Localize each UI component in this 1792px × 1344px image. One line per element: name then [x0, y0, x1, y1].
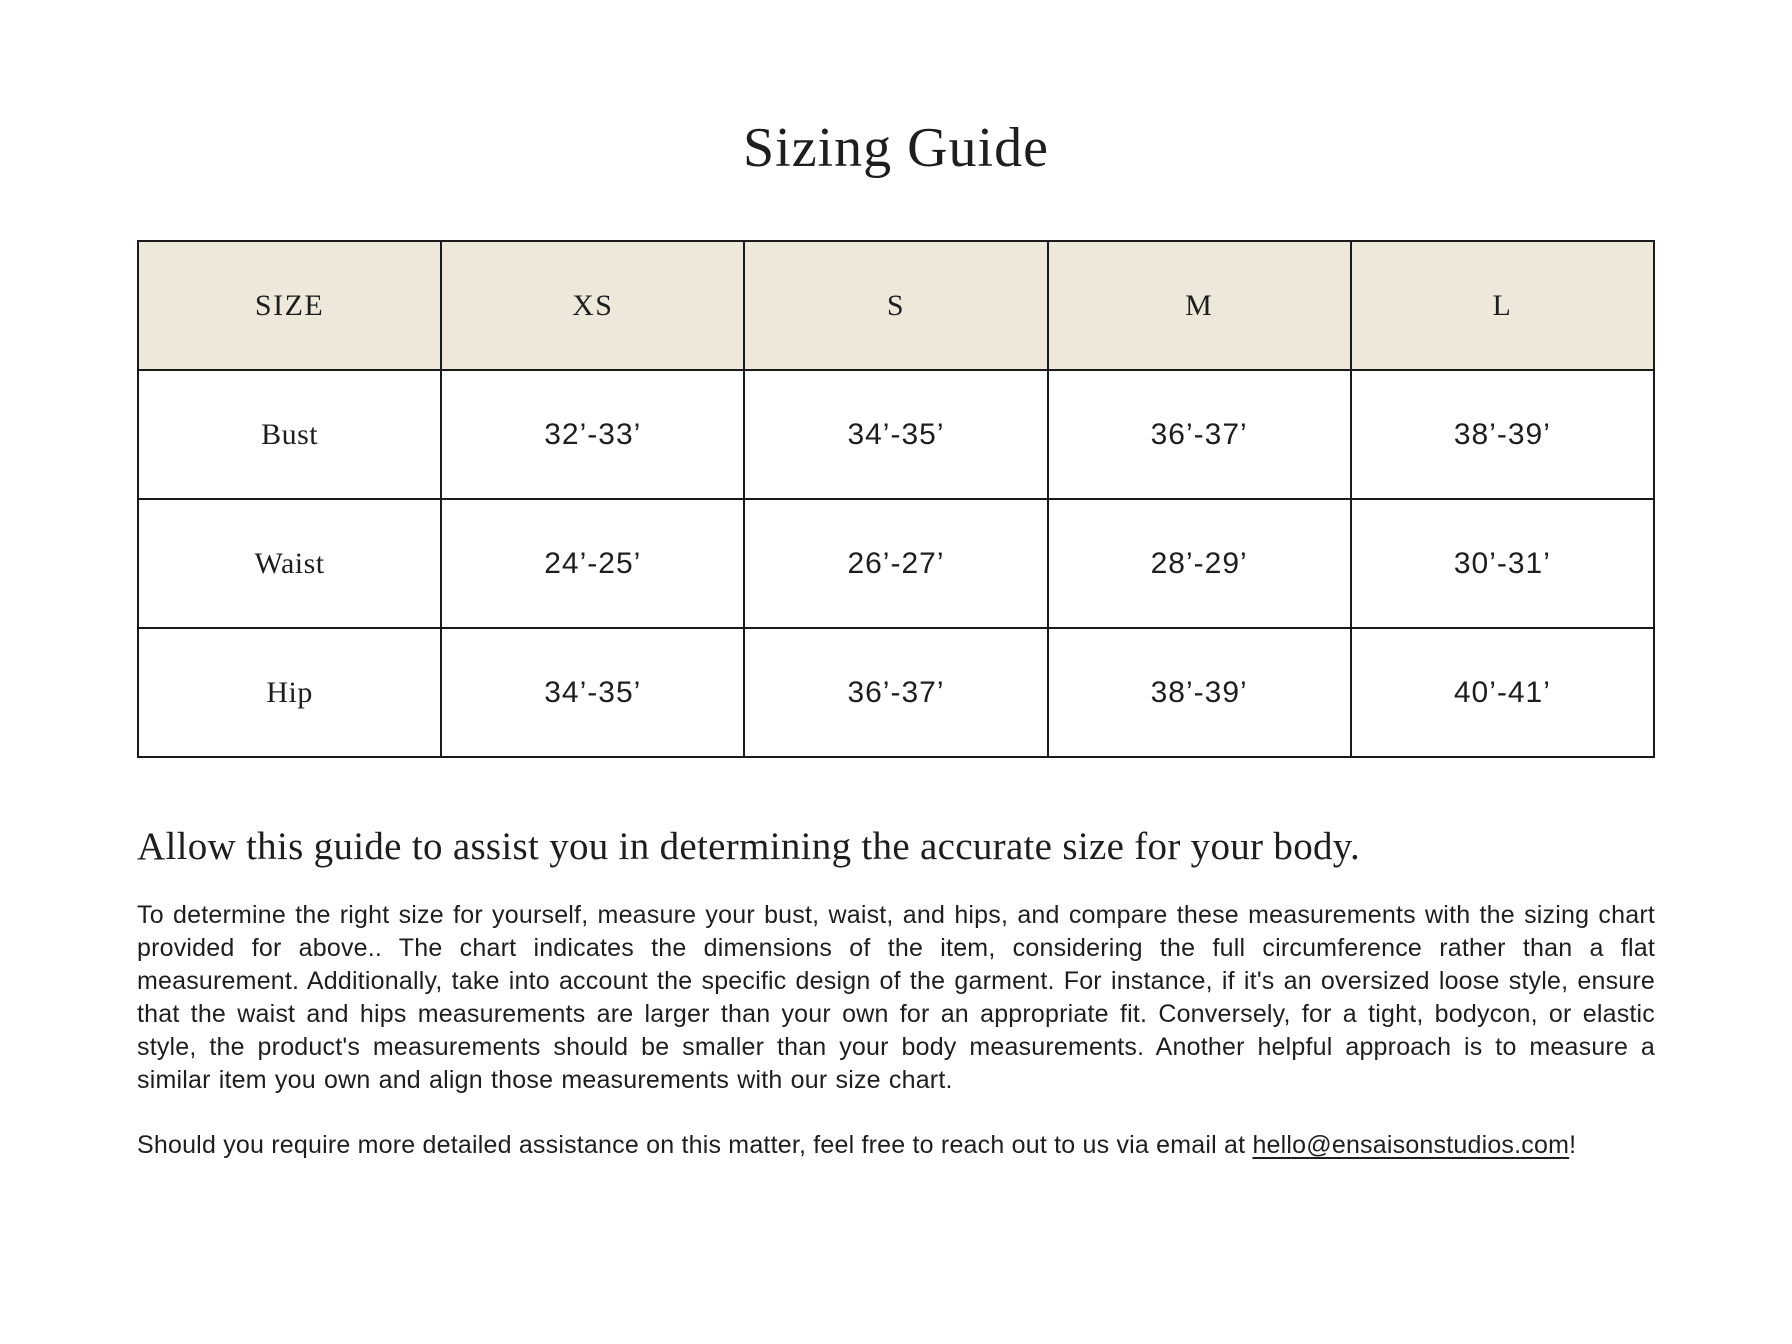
page-title: Sizing Guide — [743, 117, 1049, 179]
guide-subtitle: Allow this guide to assist you in determining the accurate size for your body. — [137, 825, 1361, 868]
bust-s-cell: 34’-35’ — [744, 370, 1047, 499]
bust-l-cell: 38’-39’ — [1351, 370, 1654, 499]
bust-row-label: Bust — [138, 370, 441, 499]
l-column-header: L — [1351, 241, 1654, 370]
hip-xs-cell: 34’-35’ — [441, 628, 744, 757]
m-column-header: M — [1048, 241, 1351, 370]
sizing-instructions-paragraph: To determine the right size for yourself, measure your bust, waist, and hips, and compare these measurements with the sizing chart provided for above.. The chart indicates the dimensions of the item, considering the full circumference rather than a flat measurement. Additionally, take into account the specific design of the garment. For instance, if it's an oversized loose style, ensure that the waist and hips measurements are larger than your own for an appropriate fit. Conversely, for a tight, bodycon, or elastic style, the product's measurements should be smaller than your body measurements. Another helpful approach is to measure a similar item you own and align those measurements with our size chart. — [137, 901, 1655, 1094]
table-row-bust — [138, 370, 1654, 499]
size-chart-table — [137, 240, 1655, 758]
waist-xs-cell: 24’-25’ — [441, 499, 744, 628]
contact-prefix-text: Should you require more detailed assistance on this matter, feel free to reach out to us via email at — [137, 1131, 1253, 1159]
waist-l-cell: 30’-31’ — [1351, 499, 1654, 628]
hip-row-label: Hip — [138, 628, 441, 757]
contact-line — [137, 1129, 1655, 1162]
size-chart-body — [138, 370, 1654, 757]
bust-xs-cell: 32’-33’ — [441, 370, 744, 499]
table-row-hip — [138, 628, 1654, 757]
xs-column-header: XS — [441, 241, 744, 370]
s-column-header: S — [744, 241, 1047, 370]
waist-s-cell: 26’-27’ — [744, 499, 1047, 628]
email-link[interactable]: hello@ensaisonstudios.com — [1252, 1131, 1570, 1159]
hip-s-cell: 36’-37’ — [744, 628, 1047, 757]
hip-l-cell: 40’-41’ — [1351, 628, 1654, 757]
hip-m-cell: 38’-39’ — [1048, 628, 1351, 757]
contact-suffix-text: ! — [1569, 1131, 1577, 1159]
waist-m-cell: 28’-29’ — [1048, 499, 1351, 628]
header-row — [138, 241, 1654, 370]
table-row-waist — [138, 499, 1654, 628]
waist-row-label: Waist — [138, 499, 441, 628]
size-column-header: SIZE — [138, 241, 441, 370]
size-chart-header — [138, 241, 1654, 370]
bust-m-cell: 36’-37’ — [1048, 370, 1351, 499]
